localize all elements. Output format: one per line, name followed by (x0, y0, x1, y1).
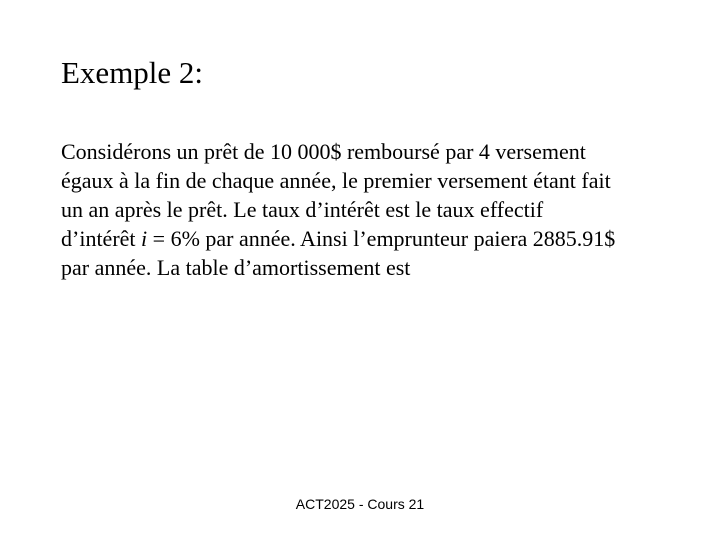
body-line-3: un an après le prêt. Le taux d’intérêt est le taux effectif (61, 197, 544, 222)
slide-title: Exemple 2: (61, 55, 204, 90)
body-line-5: par année. La table d’amortissement est (61, 255, 411, 280)
interest-rate-variable: i (141, 226, 148, 251)
slide-footer: ACT2025 - Cours 21 (295, 496, 425, 512)
body-line-4 (61, 224, 681, 253)
body-line-4-prefix: d’intérêt (61, 226, 142, 251)
slide-body-text (61, 137, 681, 282)
body-line-2: égaux à la fin de chaque année, le premier versement étant fait (61, 168, 611, 193)
body-line-1: Considérons un prêt de 10 000$ remboursé par 4 versement (61, 139, 586, 164)
body-line-4-suffix: = 6% par année. Ainsi l’emprunteur paiera 2885.91$ (147, 226, 616, 251)
